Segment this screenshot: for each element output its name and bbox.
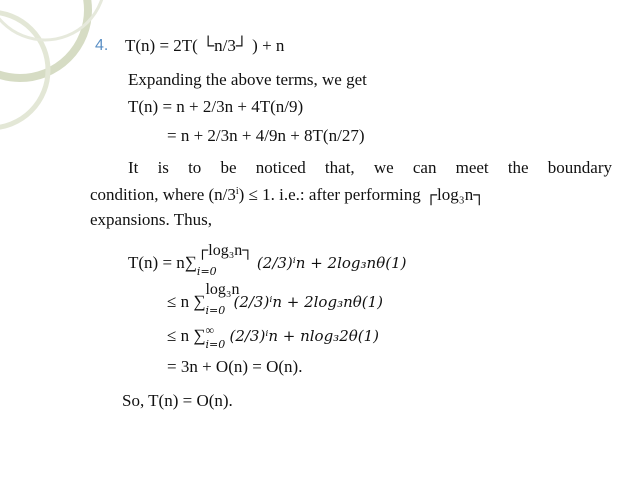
note-line-2-sup: i [235,186,239,197]
eq2-body: (2/3)ⁱn + 2log₃nθ(1) [233,293,384,311]
eq1-upper-limit: ┌log₃n┐ [196,242,254,259]
expansion-step-2: = n + 2/3n + 4/9n + 8T(n/27) [167,126,365,145]
conclusion: So, T(n) = O(n). [122,391,233,410]
recurrence-heading: T(n) = 2T( └n/3┘ ) + n [125,36,285,55]
equation-3 [167,323,380,351]
eq2-prefix: ≤ n [167,292,194,311]
note-line-2 [90,185,485,205]
eq2-upper-limit: log₃n [205,281,240,298]
equation-1 [128,242,407,278]
note-line-2-post: ) ≤ 1. i.e.: after performing ┌log₃n┐ [238,185,486,204]
sigma-symbol-3: ∑ [193,326,206,345]
intro-text: Expanding the above terms, we get [128,70,367,89]
note-line-1: It is to be noticed that, we can meet the boundary [128,158,612,177]
sigma-symbol-2: ∑ [193,292,206,311]
eq3-lower-limit: i=0 [205,338,226,351]
decorative-circles [0,0,140,160]
eq3-upper-limit: ∞ [205,323,215,337]
eq1-lower-limit: i=0 [196,265,217,278]
eq1-body: (2/3)ⁱn + 2log₃nθ(1) [256,254,407,272]
expansion-step-1: T(n) = n + 2/3n + 4T(n/9) [128,97,304,116]
equation-4: = 3n + O(n) = O(n). [167,357,303,376]
eq2-lower-limit: i=0 [205,304,226,317]
equation-2 [167,281,384,317]
item-number: 4. [95,37,109,54]
boundary-note [90,157,612,178]
note-line-3: expansions. Thus, [90,210,212,229]
note-line-2-pre: condition, where (n/3 [90,185,236,204]
eq3-body: (2/3)ⁱn + nlog₃2θ(1) [229,327,380,345]
sigma-symbol-1: ∑ [184,253,197,272]
eq3-prefix: ≤ n [167,326,194,345]
eq1-prefix: T(n) = n [128,253,185,272]
